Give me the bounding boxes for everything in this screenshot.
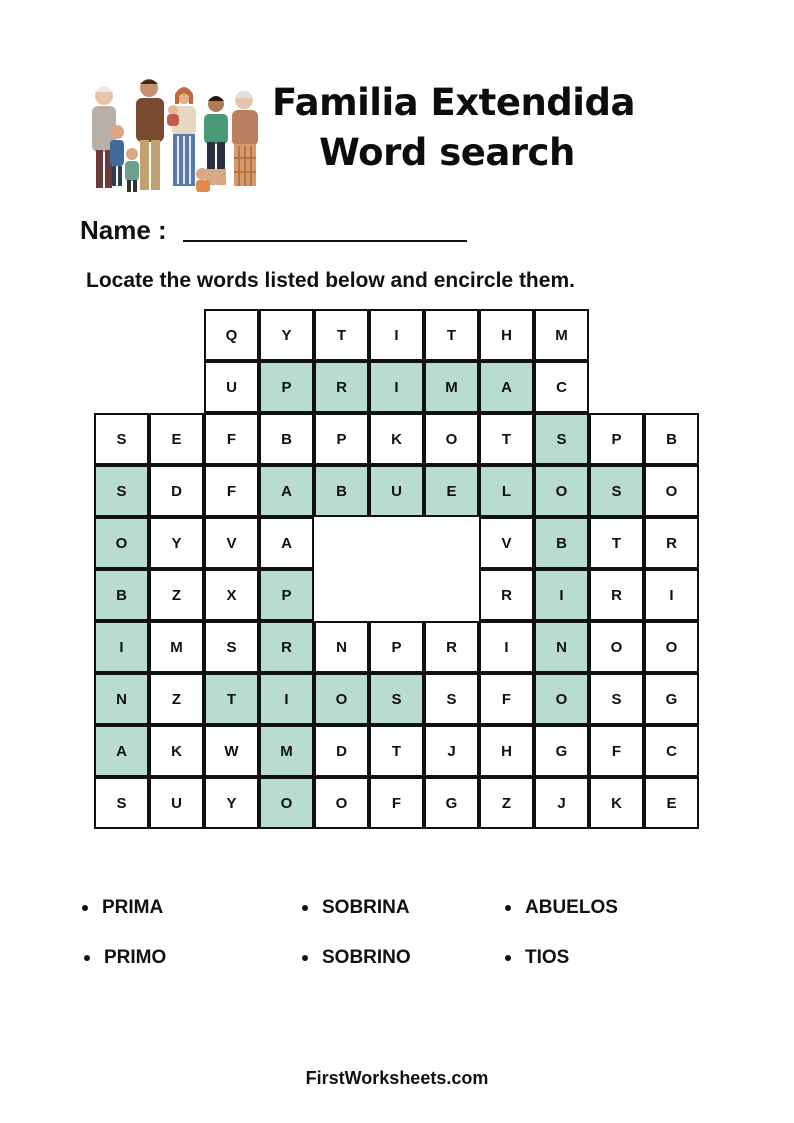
grid-cell[interactable]: O xyxy=(589,621,644,673)
grid-cell[interactable]: P xyxy=(369,621,424,673)
word-list-item xyxy=(302,943,411,973)
grid-cell[interactable]: P xyxy=(259,569,314,621)
name-input-line[interactable] xyxy=(183,240,467,242)
grid-cell[interactable]: I xyxy=(94,621,149,673)
grid-cell[interactable]: O xyxy=(259,777,314,829)
bullet-icon xyxy=(302,905,308,911)
grid-cell[interactable]: P xyxy=(314,413,369,465)
grid-cell[interactable]: Q xyxy=(204,309,259,361)
grid-cell[interactable]: E xyxy=(424,465,479,517)
grid-cell[interactable]: D xyxy=(149,465,204,517)
grid-cell[interactable]: B xyxy=(534,517,589,569)
grid-cell[interactable]: S xyxy=(589,673,644,725)
word-text: PRIMA xyxy=(102,897,164,918)
grid-cell[interactable]: I xyxy=(644,569,699,621)
grid-cell[interactable]: T xyxy=(369,725,424,777)
grid-cell[interactable]: S xyxy=(589,465,644,517)
grid-cell[interactable]: V xyxy=(479,517,534,569)
grid-cell[interactable]: O xyxy=(534,673,589,725)
name-label: Name : xyxy=(80,215,167,245)
page-title xyxy=(272,78,635,178)
word-list-item xyxy=(82,893,163,923)
grid-cell[interactable]: R xyxy=(589,569,644,621)
title-line-2: Word search xyxy=(319,131,575,174)
family-group-icon xyxy=(76,74,270,204)
grid-cell[interactable]: E xyxy=(149,413,204,465)
grid-cell[interactable]: B xyxy=(314,465,369,517)
grid-cell[interactable]: K xyxy=(149,725,204,777)
word-text: ABUELOS xyxy=(525,897,618,918)
word-text: SOBRINA xyxy=(322,897,410,918)
grid-cell[interactable]: S xyxy=(534,413,589,465)
grid-cell[interactable]: E xyxy=(644,777,699,829)
word-list-item xyxy=(302,893,410,923)
grid-cell[interactable]: R xyxy=(479,569,534,621)
grid-cell[interactable]: S xyxy=(94,413,149,465)
grid-cell[interactable]: S xyxy=(204,621,259,673)
grid-cell[interactable]: K xyxy=(589,777,644,829)
grid-cell[interactable]: T xyxy=(424,309,479,361)
grid-cell[interactable]: C xyxy=(534,361,589,413)
grid-cell[interactable]: W xyxy=(204,725,259,777)
grid-cell[interactable]: M xyxy=(534,309,589,361)
grid-cell[interactable]: O xyxy=(424,413,479,465)
name-field xyxy=(80,208,467,248)
grid-cell[interactable]: I xyxy=(369,309,424,361)
grid-cell[interactable]: O xyxy=(314,777,369,829)
grid-cell[interactable]: O xyxy=(534,465,589,517)
grid-cell[interactable]: U xyxy=(149,777,204,829)
grid-cell[interactable]: C xyxy=(644,725,699,777)
title-line-1: Familia Extendida xyxy=(272,81,635,124)
grid-cell[interactable]: F xyxy=(204,413,259,465)
grid-cell[interactable]: M xyxy=(424,361,479,413)
grid-cell[interactable]: K xyxy=(369,413,424,465)
grid-cell[interactable]: S xyxy=(94,777,149,829)
bullet-icon xyxy=(505,905,511,911)
grid-cell[interactable]: I xyxy=(479,621,534,673)
grid-cell[interactable]: P xyxy=(589,413,644,465)
instructions: Locate the words listed below and encircle them. xyxy=(86,269,575,292)
grid-cell[interactable]: M xyxy=(149,621,204,673)
grid-cell[interactable]: O xyxy=(94,517,149,569)
grid-cell[interactable]: H xyxy=(479,725,534,777)
grid-cell[interactable]: T xyxy=(589,517,644,569)
grid-cell[interactable]: S xyxy=(94,465,149,517)
grid-cell[interactable]: L xyxy=(479,465,534,517)
grid-cell[interactable]: G xyxy=(534,725,589,777)
bullet-icon xyxy=(505,955,511,961)
grid-cell[interactable]: X xyxy=(204,569,259,621)
word-list-item xyxy=(505,893,618,923)
bullet-icon xyxy=(82,905,88,911)
grid-cell[interactable]: N xyxy=(314,621,369,673)
grid-cell[interactable]: S xyxy=(369,673,424,725)
grid-cell[interactable]: A xyxy=(259,517,314,569)
grid-cell[interactable]: O xyxy=(644,621,699,673)
grid-cell[interactable]: Y xyxy=(259,309,314,361)
grid-cell[interactable]: N xyxy=(534,621,589,673)
bullet-icon xyxy=(84,955,90,961)
grid-cell[interactable]: V xyxy=(204,517,259,569)
grid-cell[interactable]: I xyxy=(369,361,424,413)
word-list-item xyxy=(84,943,166,973)
word-text: SOBRINO xyxy=(322,947,411,968)
grid-cell[interactable]: Z xyxy=(149,569,204,621)
grid-cell[interactable]: J xyxy=(534,777,589,829)
word-search-grid xyxy=(94,309,700,831)
grid-cell[interactable]: G xyxy=(644,673,699,725)
grid-cell[interactable]: F xyxy=(479,673,534,725)
grid-cell[interactable]: G xyxy=(424,777,479,829)
word-text: PRIMO xyxy=(104,947,167,968)
grid-cell[interactable]: T xyxy=(314,309,369,361)
grid-cell[interactable]: M xyxy=(259,725,314,777)
grid-cell[interactable]: A xyxy=(94,725,149,777)
site-footer: FirstWorksheets.com xyxy=(305,1068,489,1088)
grid-cell[interactable]: F xyxy=(204,465,259,517)
grid-cell[interactable]: N xyxy=(94,673,149,725)
grid-cell[interactable]: R xyxy=(424,621,479,673)
bullet-icon xyxy=(302,955,308,961)
family-group-illustration xyxy=(76,74,270,204)
grid-cell[interactable]: A xyxy=(479,361,534,413)
grid-cell[interactable]: H xyxy=(479,309,534,361)
grid-cell[interactable]: B xyxy=(259,413,314,465)
grid-cell[interactable]: B xyxy=(644,413,699,465)
grid-cell[interactable]: F xyxy=(589,725,644,777)
grid-cell[interactable]: R xyxy=(259,621,314,673)
grid-cell[interactable]: O xyxy=(314,673,369,725)
grid-cell[interactable]: Y xyxy=(149,517,204,569)
grid-cell[interactable]: T xyxy=(204,673,259,725)
grid-cell[interactable]: P xyxy=(259,361,314,413)
grid-cell[interactable]: U xyxy=(204,361,259,413)
grid-cell[interactable]: B xyxy=(94,569,149,621)
grid-cell[interactable]: I xyxy=(259,673,314,725)
word-list-item xyxy=(505,943,569,973)
grid-cell[interactable]: F xyxy=(369,777,424,829)
grid-cell[interactable]: S xyxy=(424,673,479,725)
word-text: TIOS xyxy=(525,947,570,968)
grid-cell[interactable]: J xyxy=(424,725,479,777)
grid-cell[interactable]: I xyxy=(534,569,589,621)
grid-cell[interactable]: A xyxy=(259,465,314,517)
grid-cell[interactable]: R xyxy=(314,361,369,413)
grid-cell[interactable]: Z xyxy=(149,673,204,725)
grid-cell[interactable]: D xyxy=(314,725,369,777)
grid-cell[interactable]: O xyxy=(644,465,699,517)
grid-cell[interactable]: Z xyxy=(479,777,534,829)
grid-cell[interactable]: T xyxy=(479,413,534,465)
grid-cell[interactable]: Y xyxy=(204,777,259,829)
grid-cell[interactable]: U xyxy=(369,465,424,517)
grid-cell[interactable]: R xyxy=(644,517,699,569)
